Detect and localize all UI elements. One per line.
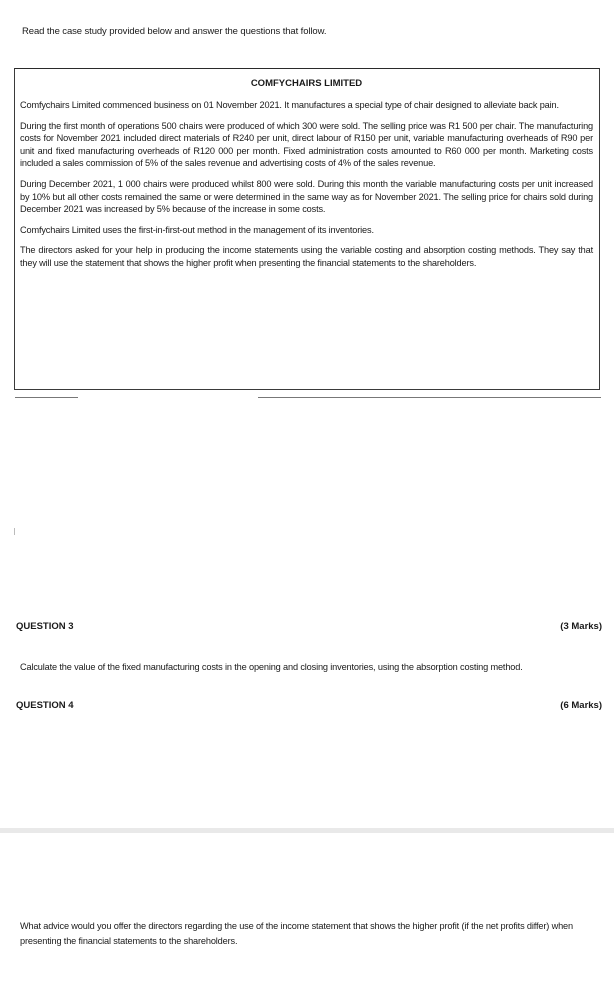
question-4-heading: QUESTION 4 — [16, 700, 74, 711]
question-4-marks: (6 Marks) — [560, 700, 602, 711]
case-paragraph-5: The directors asked for your help in producing the income statements using the variable costing and absorption costing methods. They say that they will use the statement that shows the higher profit when presenting the financial statements to the shareholders. — [20, 245, 593, 268]
case-paragraph-3: During December 2021, 1 000 chairs were produced whilst 800 were sold. During this month the variable manufacturing costs per unit increased by 10% but all other costs remained the same or were determined in the same way as for November 2021. The selling price for chairs sold during December 2021 was increased by 5% because of the increase in some costs. — [20, 178, 593, 215]
instructions-text: Read the case study provided below and answer the questions that follow. — [22, 26, 327, 37]
case-study-box — [14, 68, 600, 390]
question-3-heading: QUESTION 3 — [16, 621, 74, 632]
divider-line-left — [15, 397, 78, 398]
stray-mark — [14, 528, 15, 535]
case-study-title: COMFYCHAIRS LIMITED — [250, 78, 363, 89]
question-3-marks: (3 Marks) — [560, 621, 602, 632]
case-paragraph-1: Comfychairs Limited commenced business on 01 November 2021. It manufactures a special type of chair designed to alleviate back pain. — [20, 100, 559, 110]
page-separator-band — [0, 828, 614, 833]
divider-line-right — [258, 397, 601, 398]
case-paragraph-4: Comfychairs Limited uses the first-in-first-out method in the management of its inventories. — [20, 224, 374, 235]
question-3-text: Calculate the value of the fixed manufacturing costs in the opening and closing inventories, using the absorption costing method. — [20, 662, 523, 672]
case-paragraph-2: During the first month of operations 500 chairs were produced of which 300 were sold. The selling price was R1 500 per chair. The manufacturing costs for November 2021 included direct materials of R240 per unit, direct labour of R150 per unit, variable manufacturing overheads of R90 per unit and fixed manufacturing overheads of R120 000 per month. Fixed administration costs amounted to R60 000 per month. Marketing costs included a sales commission of 5% of the sales revenue and advertising costs of 4% of the sales revenue. — [20, 120, 593, 169]
question-4-text: What advice would you offer the directors regarding the use of the income statement that shows the higher profit (if the net profits differ) when presenting the financial statements to the shareholders. — [20, 921, 573, 946]
